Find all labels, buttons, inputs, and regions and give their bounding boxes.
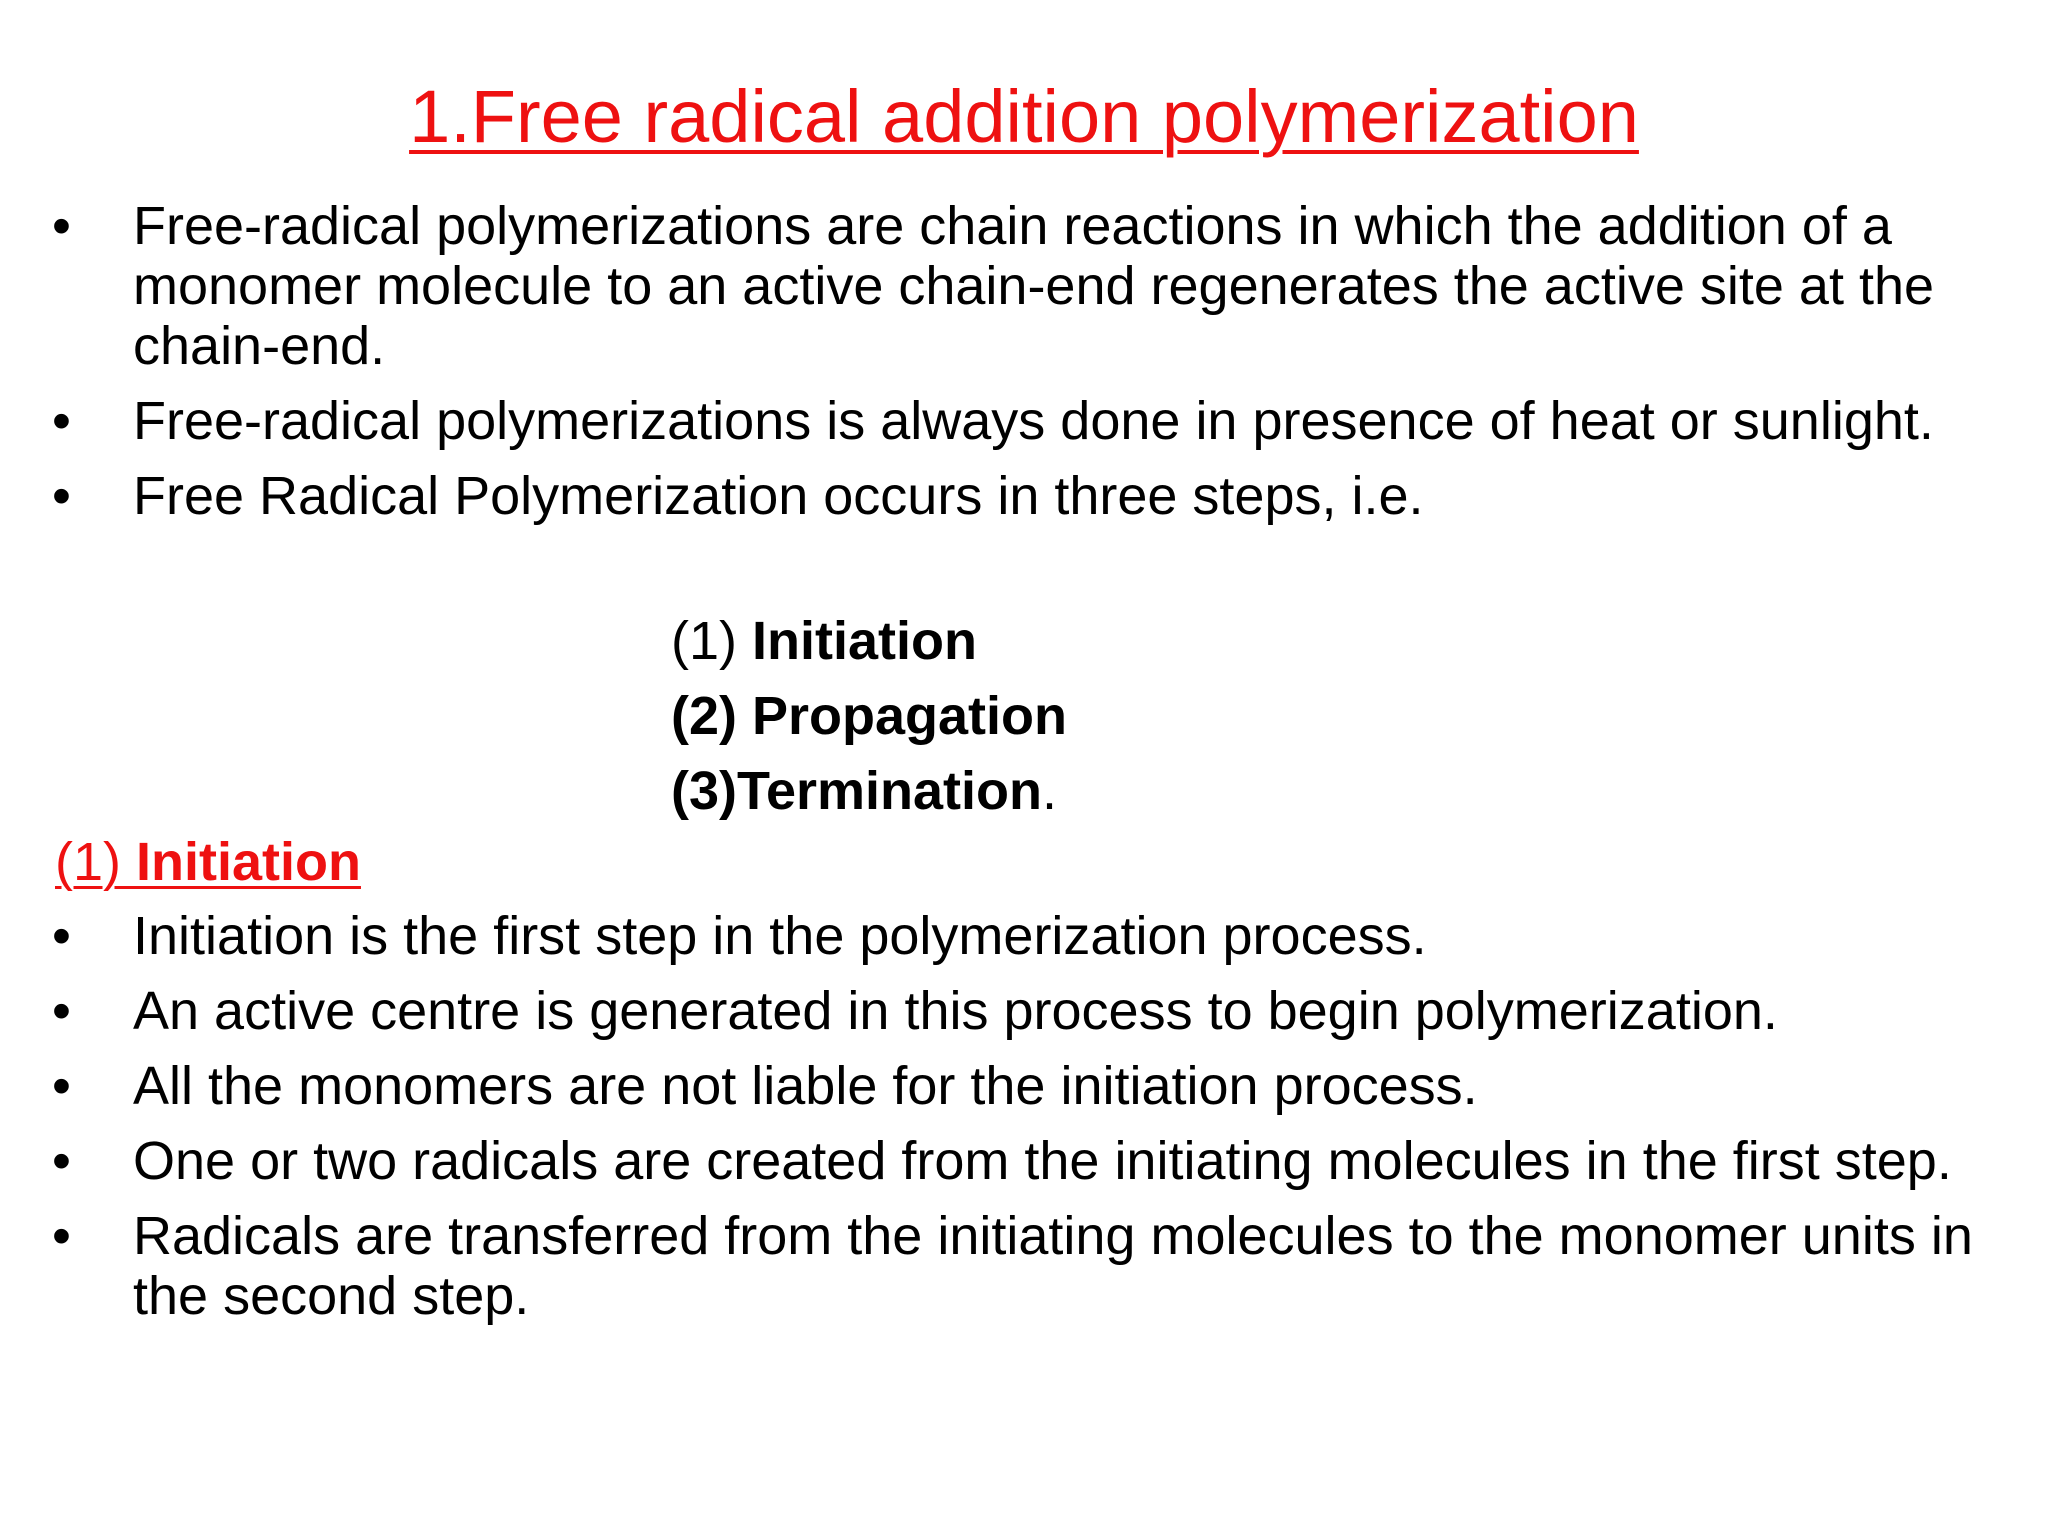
bullet-dot: • bbox=[52, 196, 71, 256]
bullet-dot: • bbox=[52, 981, 71, 1041]
bullet-text: An active centre is generated in this process to begin polymerization. bbox=[133, 981, 1778, 1041]
slide-title bbox=[0, 72, 2048, 162]
step-suffix: . bbox=[1042, 761, 1058, 821]
step-label: Initiation bbox=[752, 611, 977, 671]
bullet-text: Initiation is the first step in the polymerization process. bbox=[133, 906, 1427, 966]
step-item-initiation bbox=[671, 604, 1067, 679]
list-item bbox=[0, 906, 2048, 966]
step-item-propagation bbox=[671, 679, 1067, 754]
bullet-dot: • bbox=[52, 391, 71, 451]
list-item bbox=[0, 196, 2048, 376]
initiation-bullet-list bbox=[0, 906, 2048, 1341]
section-heading-initiation bbox=[55, 829, 361, 895]
list-item bbox=[0, 1056, 2048, 1116]
bullet-text: All the monomers are not liable for the initiation process. bbox=[133, 1056, 1478, 1116]
list-item bbox=[0, 466, 2048, 526]
step-prefix: (1) bbox=[671, 611, 752, 671]
section-heading-prefix: (1) bbox=[55, 832, 136, 892]
bullet-text: One or two radicals are created from the initiating molecules in the first step. bbox=[133, 1131, 1952, 1191]
slide-title-text: 1.Free radical addition polymerization bbox=[409, 75, 1639, 158]
bullet-text: Free-radical polymerizations is always done in presence of heat or sunlight. bbox=[133, 391, 1934, 451]
bullet-dot: • bbox=[52, 1206, 71, 1266]
list-item bbox=[0, 981, 2048, 1041]
intro-bullet-list bbox=[0, 196, 2048, 541]
section-heading-label: Initiation bbox=[136, 832, 361, 892]
list-item bbox=[0, 1131, 2048, 1191]
bullet-text: Radicals are transferred from the initiating molecules to the monomer units in the second step. bbox=[133, 1206, 1973, 1326]
step-label: (3)Termination bbox=[671, 761, 1043, 821]
step-label: (2) Propagation bbox=[671, 686, 1068, 746]
step-item-termination bbox=[671, 754, 1067, 829]
steps-list bbox=[671, 604, 1067, 829]
list-item bbox=[0, 1206, 2048, 1326]
bullet-dot: • bbox=[52, 466, 71, 526]
bullet-text: Free Radical Polymerization occurs in three steps, i.e. bbox=[133, 466, 1424, 526]
bullet-dot: • bbox=[52, 906, 71, 966]
bullet-text: Free-radical polymerizations are chain reactions in which the addition of a monomer molecule to an active chain-end regenerates the active site at the chain-end. bbox=[133, 196, 1935, 376]
list-item bbox=[0, 391, 2048, 451]
bullet-dot: • bbox=[52, 1056, 71, 1116]
bullet-dot: • bbox=[52, 1131, 71, 1191]
